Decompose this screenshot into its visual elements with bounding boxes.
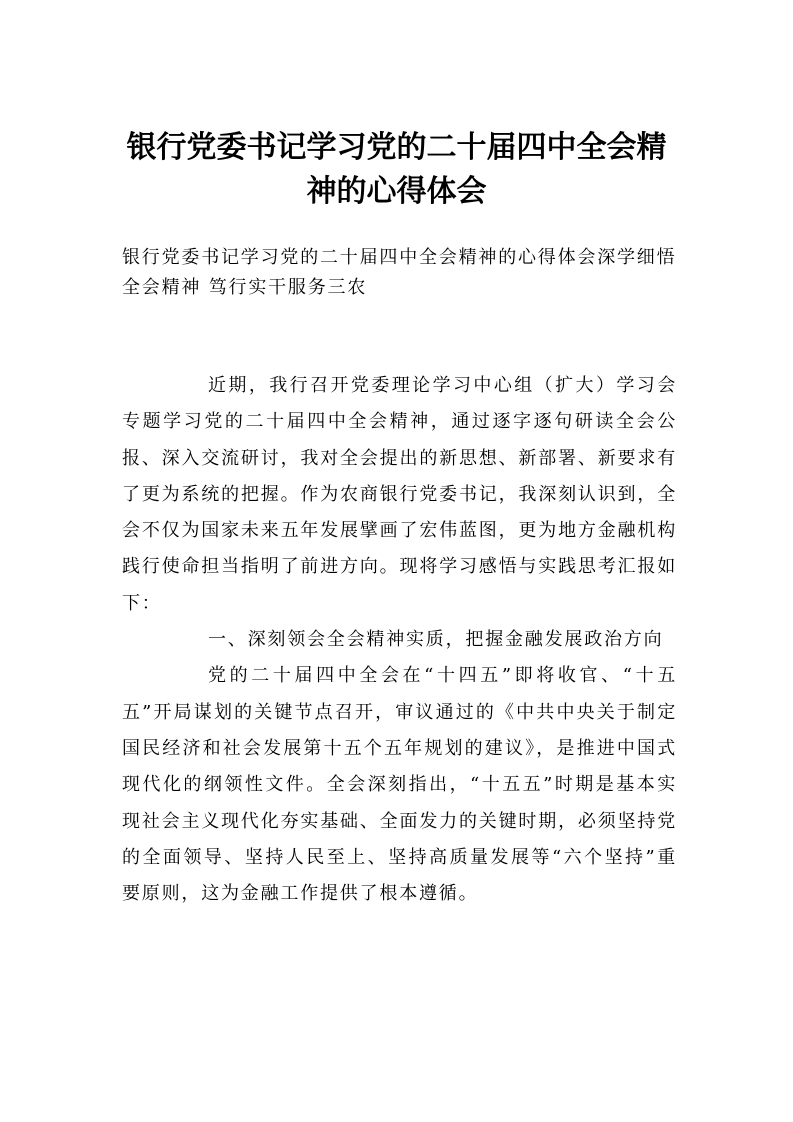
document-subtitle: 银行党委书记学习党的二十届四中全会精神的心得体会深学细悟全会精神 笃行实干服务三农 [122, 247, 677, 298]
paragraph-intro: 近期，我行召开党委理论学习中心组（扩大）学习会专题学习党的二十届四中全会精神，通过逐字逐句研读全会公报、深入交流研讨，我对全会提出的新思想、新部署、新要求有了更为系统的把握。作为农商银行党委书记，我深刻认识到，全会不仅为国家未来五年发展擘画了宏伟蓝图，更为地方金融机构践行使命担当指明了前进方向。现将学习感悟与实践思考汇报如下： [122, 375, 677, 614]
document-body [122, 368, 677, 912]
paragraph-section-1: 党的二十届四中全会在“十四五”即将收官、“十五五”开局谋划的关键节点召开，审议通过的《中共中央关于制定国民经济和社会发展第十五个五年规划的建议》，是推进中国式现代化的纲领性文件。全会深刻指出，“十五五”时期是基本实现社会主义现代化夯实基础、全面发力的关键时期，必须坚持党的全面领导、坚持人民至上、坚持高质量发展等“六个坚持”重要原则，这为金融工作提供了根本遵循。 [122, 665, 677, 905]
section-heading-1: 一、深刻领会全会精神实质，把握金融发展政治方向 [208, 629, 664, 651]
document-title: 银行党委书记学习党的二十届四中全会精神的心得体会 [126, 130, 667, 209]
